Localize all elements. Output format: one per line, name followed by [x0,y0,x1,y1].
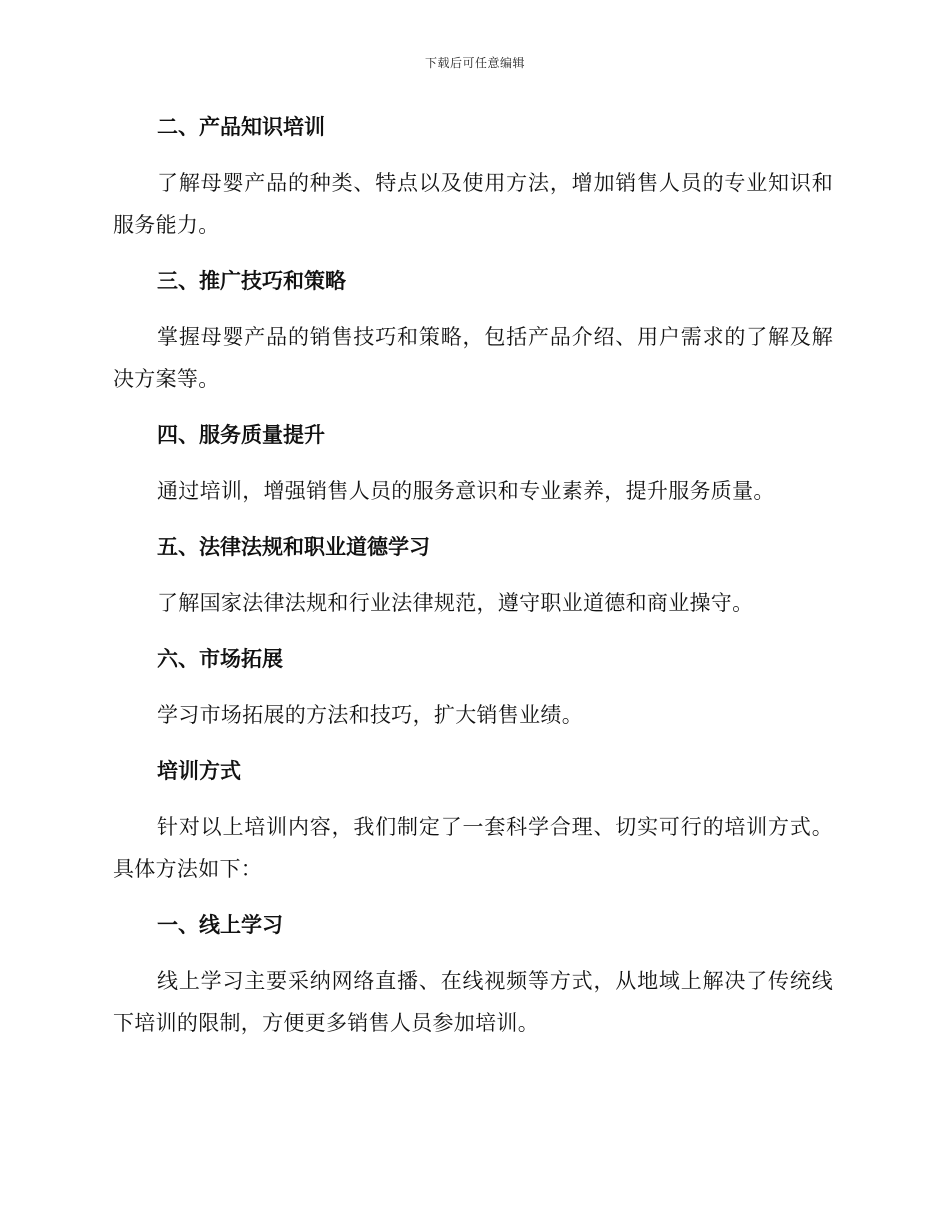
section-heading: 四、服务质量提升 [157,422,325,447]
document-body [113,108,833,1044]
section-market-expansion [113,640,833,752]
section-paragraph: 学习市场拓展的方法和技巧，扩大销售业绩。 [157,703,583,727]
section-heading: 培训方式 [157,758,241,783]
section-training-method [113,752,833,906]
section-heading: 一、线上学习 [157,912,283,937]
section-heading: 二、产品知识培训 [157,114,325,139]
header-note: 下载后可任意编辑 [424,56,525,70]
section-heading: 五、法律法规和职业道德学习 [157,534,430,559]
section-paragraph: 了解国家法律法规和行业法律规范，遵守职业道德和商业操守。 [157,591,754,615]
section-online-learning [113,906,833,1044]
section-paragraph: 了解母婴产品的种类、特点以及使用方法，增加销售人员的专业知识和服务能力。 [113,171,833,237]
section-paragraph: 通过培训，增强销售人员的服务意识和专业素养，提升服务质量。 [157,479,775,503]
section-promotion-skills [113,262,833,416]
section-service-quality [113,416,833,528]
section-paragraph: 掌握母婴产品的销售技巧和策略，包括产品介绍、用户需求的了解及解决方案等。 [113,325,833,391]
section-heading: 六、市场拓展 [157,646,283,671]
section-heading: 三、推广技巧和策略 [157,268,346,293]
section-law-ethics [113,528,833,640]
section-paragraph: 针对以上培训内容，我们制定了一套科学合理、切实可行的培训方式。具体方法如下： [113,815,833,881]
section-paragraph: 线上学习主要采纳网络直播、在线视频等方式，从地域上解决了传统线下培训的限制，方便更多销售人员参加培训。 [113,969,833,1035]
section-product-knowledge [113,108,833,262]
